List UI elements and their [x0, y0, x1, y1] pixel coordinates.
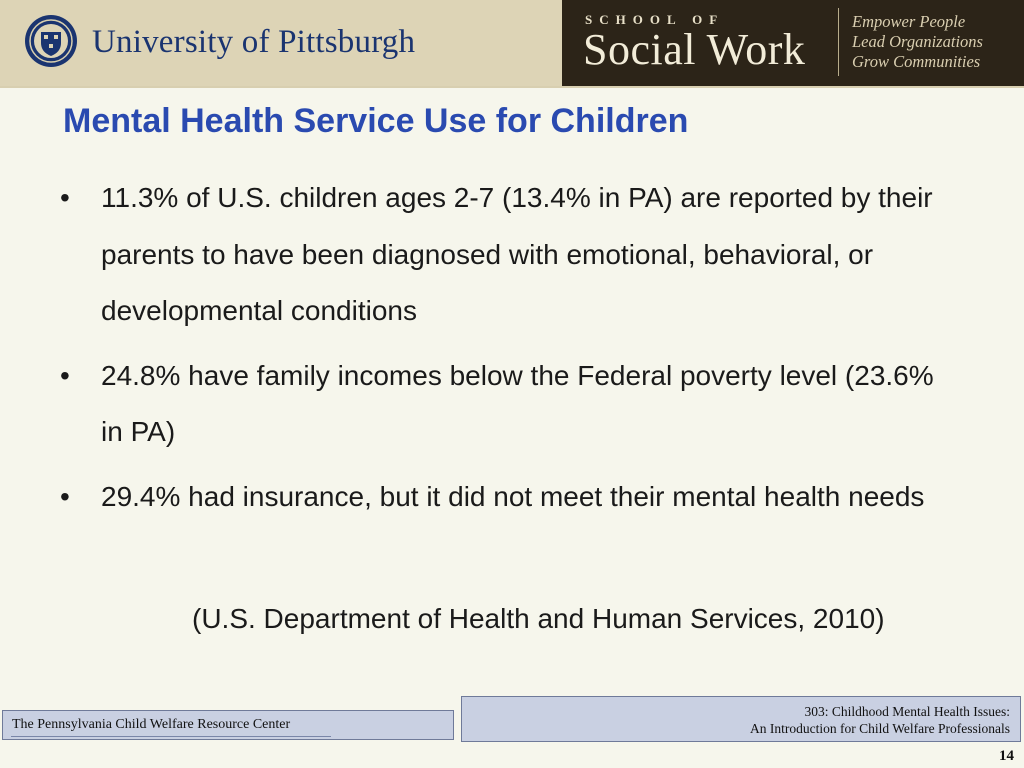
bullet-list [60, 170, 960, 533]
footer-right-box [461, 696, 1021, 742]
course-title-line: 303: Childhood Mental Health Issues: [804, 704, 1010, 719]
footer-left-box [2, 710, 454, 740]
bullet-marker: • [60, 359, 70, 391]
slide-header [0, 0, 1024, 86]
bullet-text: 24.8% have family incomes below the Federal poverty level (23.6% in PA) [101, 359, 934, 447]
page-number: 14 [999, 748, 1014, 764]
tagline: Lead Organizations [852, 32, 983, 51]
bullet-item [60, 469, 960, 526]
university-banner [0, 0, 562, 86]
citation: (U.S. Department of Health and Human Services, 2010) [192, 603, 885, 634]
header-divider [0, 86, 1024, 88]
course-title-line: An Introduction for Child Welfare Professionals [750, 721, 1010, 736]
course-title [750, 703, 1010, 737]
bullet-marker: • [60, 480, 70, 512]
school-of-label: SCHOOL OF [585, 12, 725, 27]
tagline: Grow Communities [852, 52, 981, 71]
social-work-label: Social Work [583, 25, 806, 74]
bullet-marker: • [60, 182, 70, 213]
bullet-item [60, 170, 960, 340]
slide-title: Mental Health Service Use for Children [63, 102, 689, 140]
footer-underline [11, 736, 331, 737]
school-taglines [852, 12, 983, 72]
university-name: University of Pittsburgh [92, 24, 416, 60]
bullet-item [60, 348, 960, 461]
university-seal-icon [24, 14, 78, 68]
tagline: Empower People [852, 12, 966, 31]
banner-divider [838, 8, 839, 76]
bullet-text: 11.3% of U.S. children ages 2-7 (13.4% in PA) are reported by their parents to have been diagnosed with emotional, behavioral, or developmental conditions [101, 182, 933, 326]
bullet-text: 29.4% had insurance, but it did not meet their mental health needs [101, 480, 925, 512]
resource-center-label: The Pennsylvania Child Welfare Resource Center [12, 717, 291, 732]
